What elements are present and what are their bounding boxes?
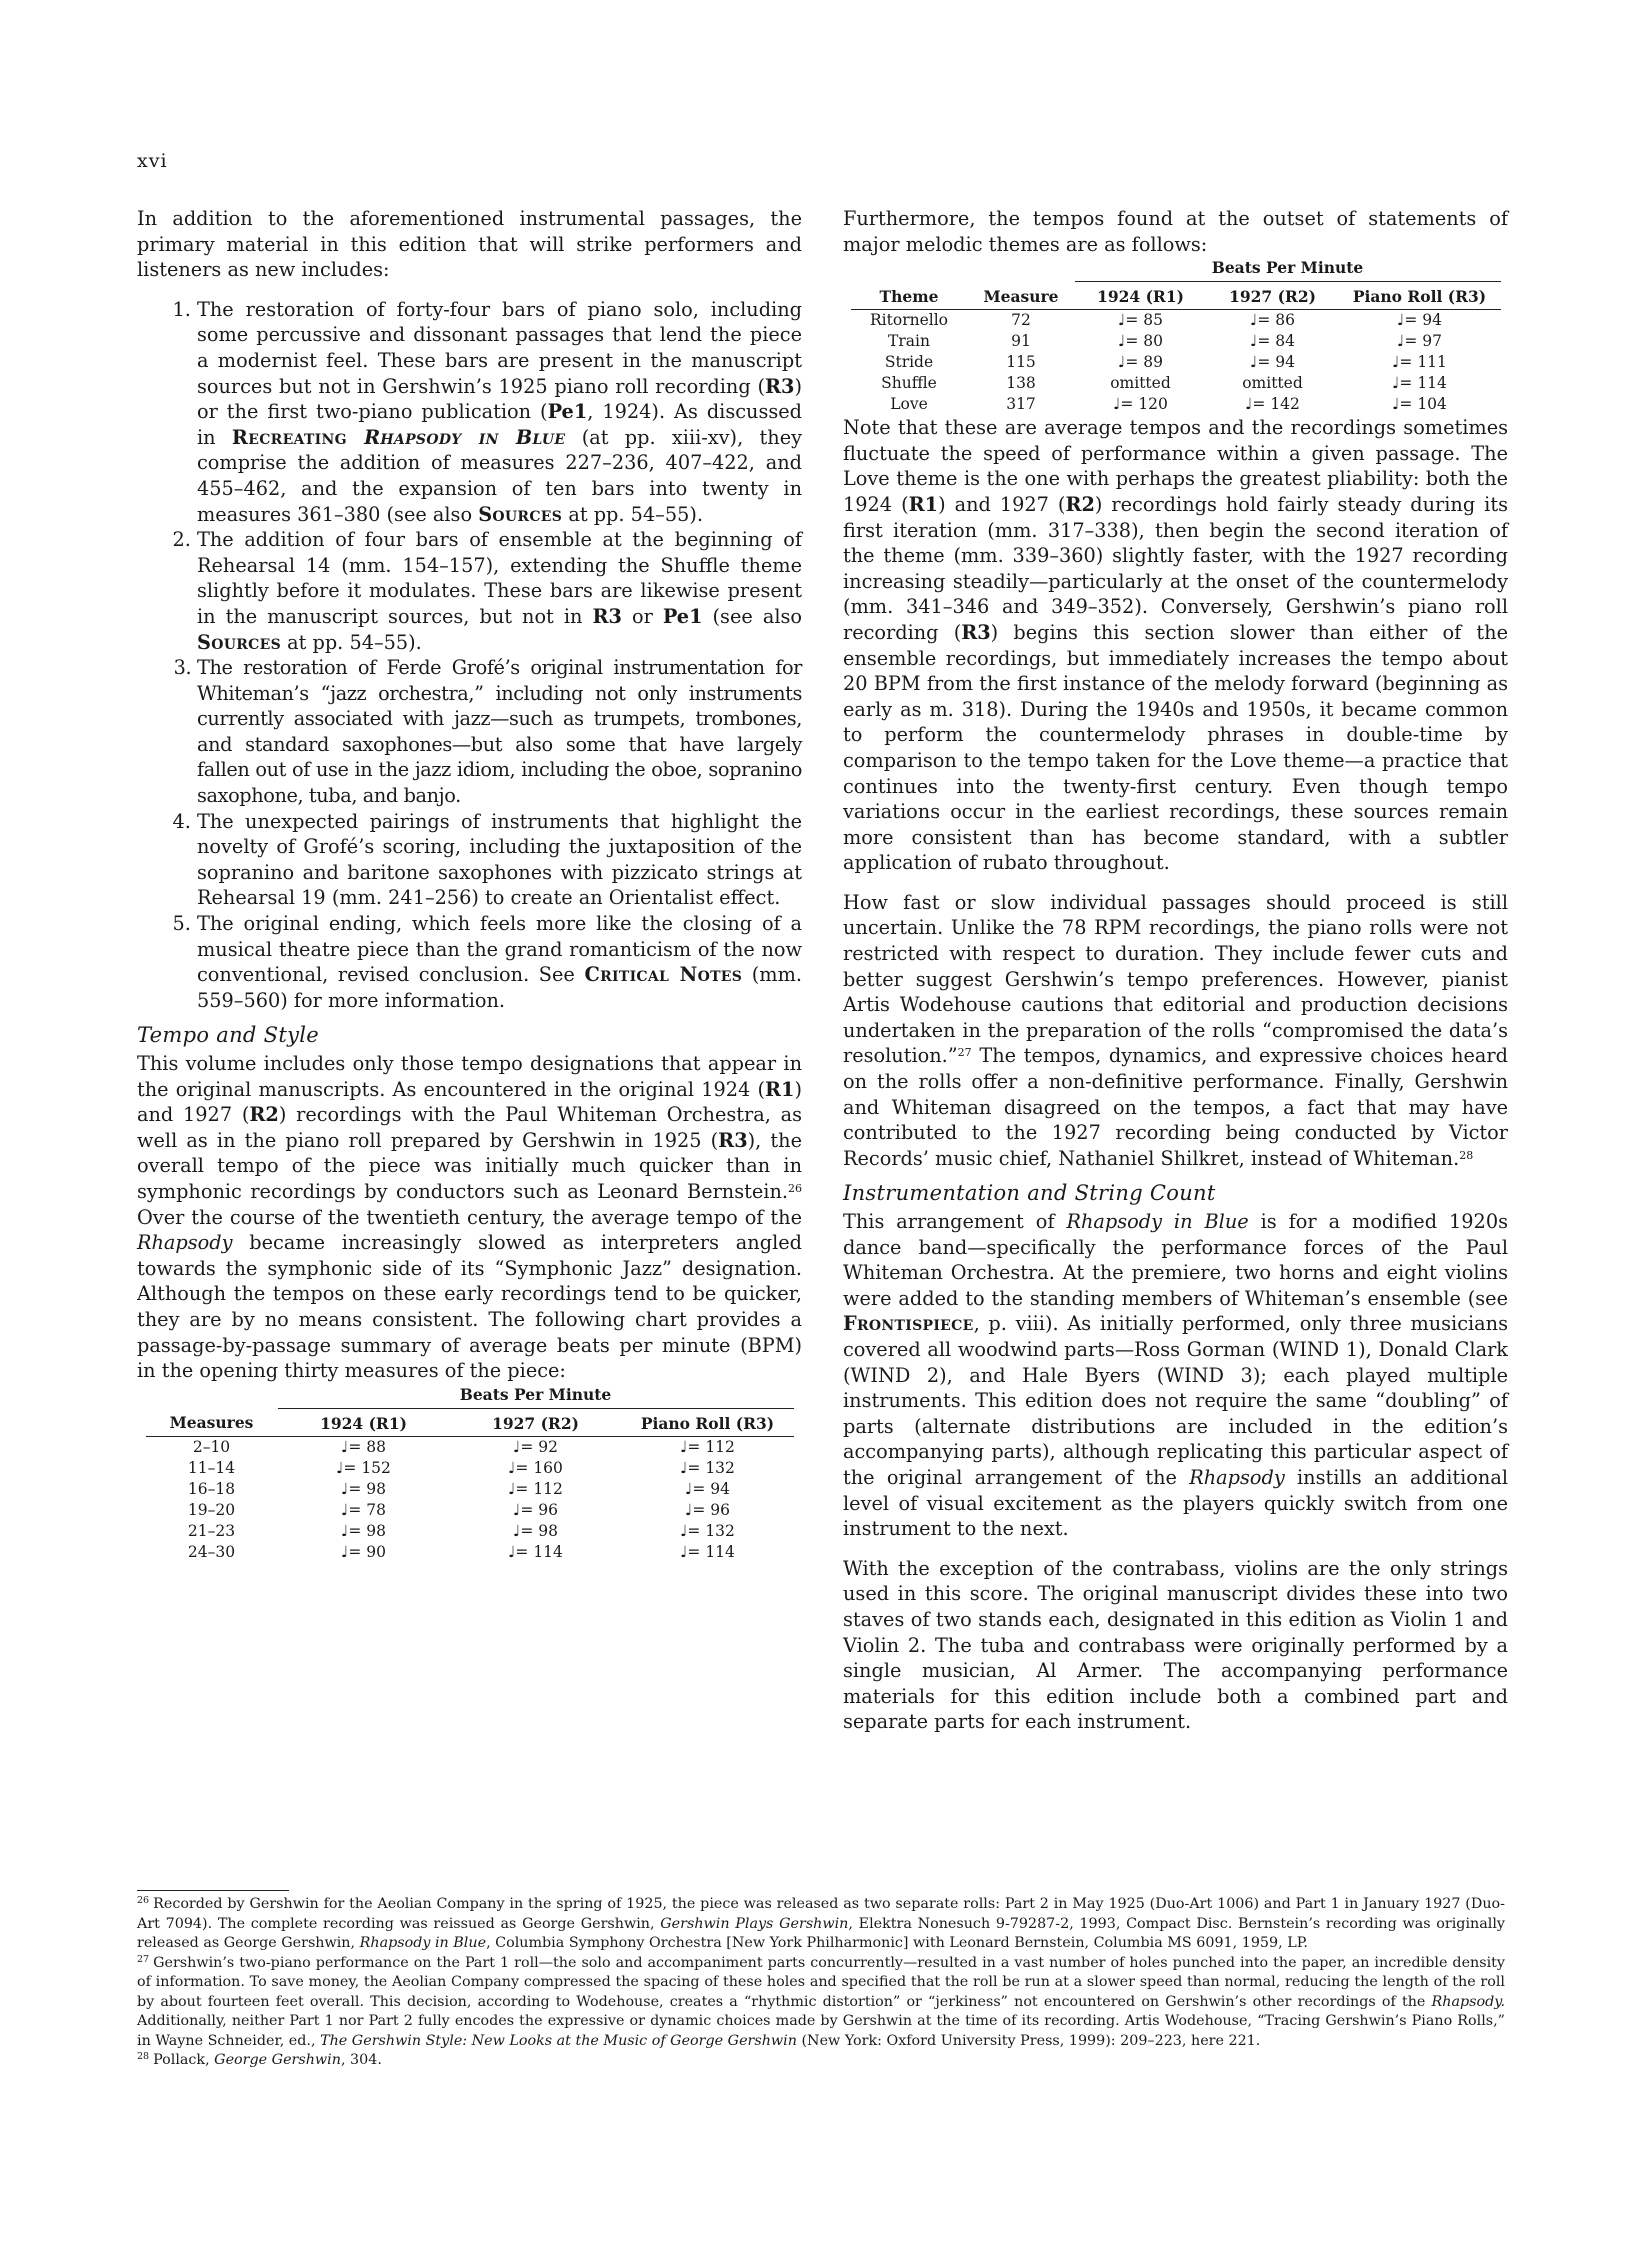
list-item: 1. The restoration of forty-four bars of piano solo, including some percussive and dissonant passages that lend the piece a modernist feel. These bars are present in the manuscript sources but not in Gershwin’s 1925 piano roll recording (R3) or the first two-piano publication (Pe1, 1924). As discussed in Recreating Rhapsody in Blue (at pp. xiii-xv), they comprise the addition of measures 227–236, 407–422, and 455–462, and the expansion of ten bars into twenty in measures 361–380 (see also Sources at pp. 54–55). bbox=[197, 297, 802, 527]
tempo-paragraph: This volume includes only those tempo designations that appear in the original manuscripts. As encountered in the original 1924 (R1) and 1927 (R2) recordings with the Paul Whiteman Orchestra, as well as in the piano roll prepared by Gershwin in 1925 (R3), the overall tempo of the piece was initially much quicker than in symphonic recordings by conductors such as Leonard Bernstein.$^{26}$ Over the course of the twentieth century, the average tempo of the Rhapsody became increasingly slowed as interpreters angled towards the symphonic side of its “Symphonic Jazz” designation. Although the tempos on these early recordings tend to be quicker, they are by no means consistent. The following chart provides a passage-by-passage summary of average beats per minute (BPM) in the opening thirty measures of the piece: bbox=[137, 1052, 802, 1383]
page-number: xvi bbox=[137, 150, 168, 172]
cross-reference: Sources bbox=[197, 630, 281, 654]
right-column bbox=[843, 206, 1508, 1749]
table-row: Shuffle 138 omitted omitted ♩= 114 bbox=[881, 374, 1447, 393]
table-row: 16–18 ♩= 98 ♩= 112 ♩= 94 bbox=[187, 1479, 730, 1498]
footnotes bbox=[137, 1890, 1505, 2071]
table-row: 2–10 ♩= 88 ♩= 92 ♩= 112 bbox=[192, 1437, 735, 1456]
footnote-27: $^{27}$ Gershwin’s two-piano performance on the Part 1 roll—the solo and accompaniment parts concurrently—resulted in a vast number of holes punched into the paper, an incredible density of information. To save money, the Aeolian Company compressed the spacing of these holes and specified that the roll be run at a slower speed than normal, reducing the length of the roll by about fourteen feet overall. This decision, according to Wodehouse, creates a “rhythmic distortion” or “jerkiness” not encountered on Gershwin’s other recordings of the Rhapsody. Additionally, neither Part 1 nor Part 2 fully encodes the expressive or dynamic choices made by Gershwin at the time of its recording. Artis Wodehouse, “Tracing Gershwin’s Piano Rolls,” in Wayne Schneider, ed., The Gershwin Style: New Looks at the Music of George Gershwin (New York: Oxford University Press, 1999): 209–223, here 221. bbox=[137, 1953, 1505, 2049]
cross-reference: Frontispiece bbox=[843, 1312, 974, 1336]
new-material-list bbox=[137, 297, 802, 1014]
table-row: Ritornello 72 ♩= 85 ♩= 86 ♩= 94 bbox=[870, 311, 1442, 330]
tempo-note-paragraph: Note that these are average tempos and the recordings sometimes fluctuate the speed of performance within a given passage. The Love theme is the one with perhaps the greatest pliability: both the 1924 (R1) and 1927 (R2) recordings hold fairly steady during its first iteration (mm. 317–338), then begin the second iteration of the theme (mm. 339–360) slightly faster, with the 1927 recording increasing steadily—particularly at the onset of the countermelody (mm. 341–346 and 349–352). Conversely, Gershwin’s piano roll recording (R3) begins this section slower than either of the ensemble recordings, but immediately increases the tempo about 20 BPM from the first instance of the melody forward (beginning as early as m. 318). During the 1940s and 1950s, it became common to perform the countermelody phrases in double-time by comparison to the tempo taken for the Love theme—a practice that continues into the twenty-first century. Even though tempo variations occur in the earliest recordings, these sources remain more consistent than has become standard, with a subtler application of rubato throughout. bbox=[843, 416, 1508, 875]
themes-bpm-table bbox=[851, 257, 1501, 415]
list-item: 3. The restoration of Ferde Grofé’s original instrumentation for Whiteman’s “jazz orchestra,” including not only instruments currently associated with jazz—such as trumpets, trombones, and standard saxophones—but also some that have largely fallen out of use in the jazz idiom, including the oboe, sopranino saxophone, tuba, and banjo. bbox=[197, 655, 802, 809]
footnote-26: $^{26}$ Recorded by Gershwin for the Aeolian Company in the spring of 1925, the piece was released as two separate rolls: Part 2 in May 1925 (Duo-Art 1006) and Part 1 in January 1927 (Duo-Art 7094). The complete recording was reissued as George Gershwin, Gershwin Plays Gershwin, Elektra Nonesuch 9-79287-2, 1993, Compact Disc. Bernstein’s recording was originally released as George Gershwin, Rhapsody in Blue, Columbia Symphony Orchestra [New York Philharmonic] with Leonard Bernstein, Columbia MS 6091, 1959, LP. bbox=[137, 1895, 1505, 1951]
table-group-header: Beats Per Minute bbox=[278, 1384, 794, 1409]
list-item: 2. The addition of four bars of ensemble at the beginning of Rehearsal 14 (mm. 154–157), extending the Shuffle theme slightly before it modulates. These bars are likewise present in the manuscript sources, but not in R3 or Pe1 (see also Sources at pp. 54–55). bbox=[197, 527, 802, 655]
table-header-row: Theme Measure 1924 (R1) 1927 (R2) Piano Roll (R3) bbox=[851, 282, 1501, 310]
opening-bpm-table bbox=[146, 1384, 794, 1563]
cross-reference: Critical Notes bbox=[584, 963, 743, 987]
themes-intro-paragraph: Furthermore, the tempos found at the outset of statements of major melodic themes are as follows: bbox=[843, 207, 1508, 256]
instrumentation-paragraph: This arrangement of Rhapsody in Blue is for a modified 1920s dance band—specifically the performance forces of the Paul Whiteman Orchestra. At the premiere, two horns and eight violins were added to the standing members of Whiteman’s ensemble (see Frontispiece, p. viii). As initially performed, only three musicians covered all woodwind parts—Ross Gorman (WIND 1), Donald Clark (WIND 2), and Hale Byers (WIND 3); each played multiple instruments. This edition does not require the same “doubling” of parts (alternate distributions are included in the edition’s accompanying parts), although replicating this particular aspect of the original arrangement of the Rhapsody instills an additional level of visual excitement as the players quickly switch from one instrument to the next. bbox=[843, 1210, 1508, 1541]
table-group-header: Beats Per Minute bbox=[1075, 257, 1501, 282]
strings-paragraph: With the exception of the contrabass, violins are the only strings used in this score. The original manuscript divides these into two staves of two stands each, designated in this edition as Violin 1 and Violin 2. The tuba and contrabass were originally performed by a single musician, Al Armer. The accompanying performance materials for this edition include both a combined part and separate parts for each instrument. bbox=[843, 1556, 1508, 1734]
list-item: 5. The original ending, which feels more like the closing of a musical theatre piece than the grand romanticism of the now conventional, revised conclusion. See Critical Notes (mm. 559–560) for more information. bbox=[197, 911, 802, 1013]
section-heading-instrumentation: Instrumentation and String Count bbox=[843, 1181, 1216, 1206]
table-header-row: Measures 1924 (R1) 1927 (R2) Piano Roll (R3) bbox=[146, 1408, 794, 1436]
table-row: Love 317 ♩= 120 ♩= 142 ♩= 104 bbox=[890, 395, 1447, 414]
footnote-ref[interactable]: 26 bbox=[788, 1181, 802, 1195]
table-row: 11–14 ♩= 152 ♩= 160 ♩= 132 bbox=[187, 1458, 735, 1477]
tempo-uncertainty-paragraph: How fast or slow individual passages should proceed is still uncertain. Unlike the 78 RPM recordings, the piano rolls were not restricted with respect to duration. They include fewer cuts and better suggest Gershwin’s tempo preferences. However, pianist Artis Wodehouse cautions that editorial and production decisions undertaken in the preparation of the rolls “compromised the data’s resolution.”$^{27}$ The tempos, dynamics, and expressive choices heard on the rolls offer a non-definitive performance. Finally, Gershwin and Whiteman disagreed on the tempos, a fact that may have contributed to the 1927 recording being conducted by Victor Records’ music chief, Nathaniel Shilkret, instead of Whiteman.$^{28}$ bbox=[843, 890, 1508, 1170]
left-column bbox=[137, 206, 802, 1563]
footnote-ref[interactable]: 27 bbox=[957, 1046, 972, 1060]
table-row: 24–30 ♩= 90 ♩= 114 ♩= 114 bbox=[187, 1542, 735, 1561]
table-row: 21–23 ♩= 98 ♩= 98 ♩= 132 bbox=[187, 1521, 735, 1540]
section-heading-tempo: Tempo and Style bbox=[137, 1023, 319, 1048]
footnote-28: $^{28}$ Pollack, George Gershwin, 304. bbox=[137, 2051, 382, 2068]
table-row: Stride 115 ♩= 89 ♩= 94 ♩= 111 bbox=[884, 353, 1447, 372]
table-row: 19–20 ♩= 78 ♩= 96 ♩= 96 bbox=[187, 1500, 730, 1519]
cross-reference: Recreating Rhapsody in Blue bbox=[231, 425, 566, 449]
table-row: Train 91 ♩= 80 ♩= 84 ♩= 97 bbox=[888, 332, 1442, 351]
intro-paragraph: In addition to the aforementioned instrumental passages, the primary material in this edition that will strike performers and listeners as new includes: bbox=[137, 207, 802, 282]
footnote-ref[interactable]: 28 bbox=[1459, 1148, 1474, 1162]
cross-reference: Sources bbox=[478, 502, 563, 526]
footnote-rule bbox=[137, 1890, 289, 1891]
list-item: 4. The unexpected pairings of instruments that highlight the novelty of Grofé’s scoring, including the juxtaposition of the sopranino and baritone saxophones with pizzicato strings at Rehearsal 19 (mm. 241–256) to create an Orientalist effect. bbox=[197, 809, 802, 911]
